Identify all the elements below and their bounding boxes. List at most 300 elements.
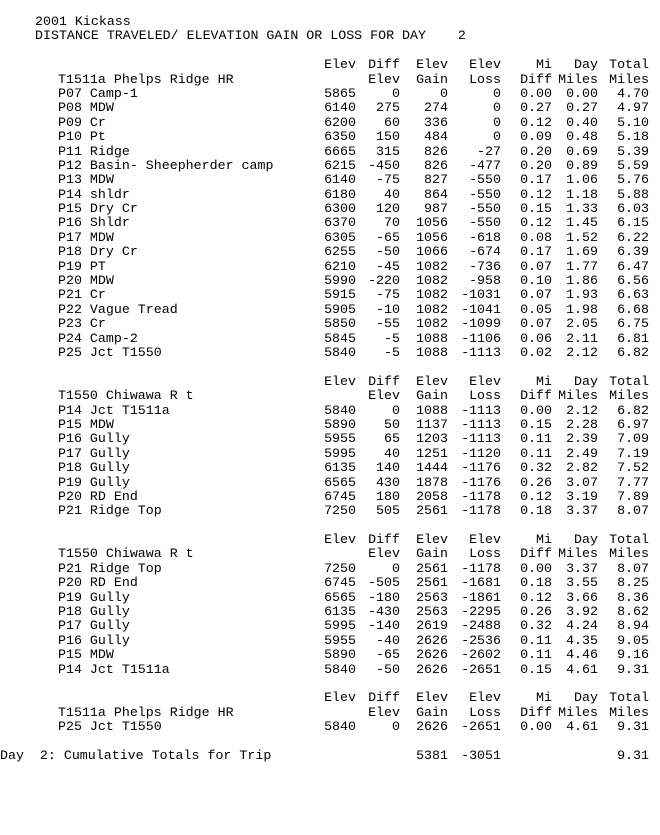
elev-gain-cell: 827 [424,172,448,188]
total-miles-cell: 6.56 [617,273,649,289]
mi-diff-cell: 0.08 [520,229,552,245]
total-miles-cell: 6.81 [617,330,649,346]
elev-gain-cell: 2626 [416,647,448,663]
column-header: Mi [536,690,552,706]
column-header: Loss [469,71,501,87]
column-header-row [35,691,655,705]
trail-name: T1550 Chiwawa R t [58,388,194,404]
trip-report [0,14,655,763]
column-header: Mi [536,57,552,73]
elev-gain-cell: 1056 [416,215,448,231]
report-title: 2001 Kickass [35,14,131,29]
column-header: Gain [416,388,448,404]
column-header: Diff [368,532,400,548]
elev-loss-cell: -1178 [461,560,501,576]
waypoint-name: P25 Jct T1550 [58,344,162,360]
report-subtitle: DISTANCE TRAVELED/ ELEVATION GAIN OR LOSS FOR DAY 2 [35,28,466,44]
elev-gain-cell: 336 [424,114,448,130]
column-header: Total [609,373,649,389]
column-header: Diff [520,388,552,404]
waypoint-name: P21 Ridge Top [58,503,162,519]
elev-loss-cell: -2295 [461,604,501,620]
day-miles-cell: 3.37 [566,503,598,519]
mi-diff-cell: 0.07 [520,287,552,303]
total-miles-cell: 7.19 [617,445,649,461]
table-row [35,145,655,159]
elev-cell: 5955 [324,632,356,648]
column-header: Elev [324,57,356,73]
column-header: Elev [324,690,356,706]
table-row [35,159,655,173]
diff-elev-cell: 65 [384,431,400,447]
day-miles-cell: 3.07 [566,474,598,490]
column-header: Gain [416,704,448,720]
column-header: Miles [558,704,598,720]
elev-gain-cell: 484 [424,129,448,145]
column-header-row [35,58,655,72]
day-miles-cell: 1.69 [566,244,598,260]
elev-cell: 5850 [324,316,356,332]
elev-gain-cell: 1082 [416,301,448,317]
column-header: Elev [416,690,448,706]
elev-cell: 5990 [324,273,356,289]
diff-elev-cell: -5 [384,330,400,346]
column-header: Loss [469,704,501,720]
total-miles-cell: 4.70 [617,85,649,101]
elev-loss-cell: -550 [469,215,501,231]
elev-gain-cell: 1878 [416,474,448,490]
elev-cell: 6215 [324,157,356,173]
total-miles-cell: 6.68 [617,301,649,317]
day-miles-cell: 2.11 [566,330,598,346]
table-row [35,447,655,461]
waypoint-name: P18 Dry Cr [58,244,138,260]
mi-diff-cell: 0.18 [520,575,552,591]
elev-gain-cell: 1056 [416,229,448,245]
elev-cell: 6745 [324,488,356,504]
mi-diff-cell: 0.12 [520,215,552,231]
diff-elev-cell: -40 [376,632,400,648]
waypoint-name: P12 Basin- Sheepherder camp [58,157,274,173]
day-miles-cell: 4.24 [566,618,598,634]
elev-loss-cell: -1041 [461,301,501,317]
waypoint-name: P20 RD End [58,575,138,591]
diff-elev-cell: -430 [368,604,400,620]
diff-elev-cell: -50 [376,661,400,677]
elev-cell: 5905 [324,301,356,317]
elev-cell: 7250 [324,560,356,576]
day-miles-cell: 4.61 [566,661,598,677]
elev-loss-cell: 0 [493,129,501,145]
column-header: Elev [368,388,400,404]
table-row [35,634,655,648]
table-row [35,404,655,418]
total-miles-cell: 6.47 [617,258,649,274]
waypoint-name: P14 Jct T1511a [58,402,170,418]
diff-elev-cell: 40 [384,186,400,202]
column-header: Miles [609,71,649,87]
column-header-row [35,389,655,403]
total-miles-cell: 6.75 [617,316,649,332]
waypoint-name: P07 Camp-1 [58,85,138,101]
column-header: Diff [368,373,400,389]
table-row [35,591,655,605]
elev-cell: 6370 [324,215,356,231]
elev-loss-cell: -1176 [461,460,501,476]
diff-elev-cell: -140 [368,618,400,634]
diff-elev-cell: 0 [392,560,400,576]
elev-gain-cell: 2561 [416,503,448,519]
day-miles-cell: 1.98 [566,301,598,317]
total-miles-cell: 7.09 [617,431,649,447]
day-miles-cell: 0.69 [566,143,598,159]
column-header-row [35,73,655,87]
total-miles-cell: 9.31 [617,719,649,735]
mi-diff-cell: 0.07 [520,316,552,332]
day-miles-cell: 0.48 [566,129,598,145]
column-header: Elev [368,704,400,720]
waypoint-name: P16 Shldr [58,215,130,231]
table-row [35,619,655,633]
diff-elev-cell: 70 [384,215,400,231]
day-miles-cell: 0.00 [566,85,598,101]
waypoint-name: P17 Gully [58,445,130,461]
total-miles-cell: 5.59 [617,157,649,173]
mi-diff-cell: 0.17 [520,172,552,188]
day-miles-cell: 4.46 [566,647,598,663]
mi-diff-cell: 0.15 [520,201,552,217]
mi-diff-cell: 0.06 [520,330,552,346]
elev-loss-cell: -477 [469,157,501,173]
elev-cell: 5845 [324,330,356,346]
column-header: Elev [416,57,448,73]
elev-loss-cell: -1113 [461,431,501,447]
elev-cell: 6350 [324,129,356,145]
elev-loss-cell: -1681 [461,575,501,591]
column-header: Elev [416,373,448,389]
diff-elev-cell: 150 [376,129,400,145]
column-header-row [35,375,655,389]
elev-loss-cell: -2602 [461,647,501,663]
elev-cell: 6305 [324,229,356,245]
elev-loss-cell: -550 [469,186,501,202]
waypoint-name: P19 Gully [58,589,130,605]
mi-diff-cell: 0.11 [520,647,552,663]
mi-diff-cell: 0.07 [520,258,552,274]
elev-cell: 6140 [324,100,356,116]
diff-elev-cell: 0 [392,719,400,735]
diff-elev-cell: -50 [376,244,400,260]
diff-elev-cell: 50 [384,416,400,432]
column-header: Miles [609,388,649,404]
elev-loss-cell: -2536 [461,632,501,648]
total-miles-cell: 5.10 [617,114,649,130]
elev-loss-cell: -618 [469,229,501,245]
total-miles-cell: 4.97 [617,100,649,116]
total-miles-cell: 8.07 [617,560,649,576]
diff-elev-cell: -5 [384,344,400,360]
waypoint-name: P20 RD End [58,488,138,504]
diff-elev-cell: 120 [376,201,400,217]
diff-elev-cell: -55 [376,316,400,332]
elev-gain-cell: 826 [424,143,448,159]
elev-gain-cell: 2058 [416,488,448,504]
column-header: Diff [368,57,400,73]
elev-gain-cell: 1203 [416,431,448,447]
column-header: Mi [536,373,552,389]
total-miles-cell: 5.39 [617,143,649,159]
total-miles-cell: 8.07 [617,503,649,519]
day-miles-cell: 3.55 [566,575,598,591]
total-miles-cell: 6.22 [617,229,649,245]
trail-name: T1511a Phelps Ridge HR [58,704,234,720]
elev-gain-cell: 2619 [416,618,448,634]
waypoint-name: P22 Vague Tread [58,301,178,317]
column-header: Elev [469,690,501,706]
total-miles-cell: 9.16 [617,647,649,663]
elev-gain-cell: 1066 [416,244,448,260]
elev-cell: 5865 [324,85,356,101]
table-row [35,476,655,490]
mi-diff-cell: 0.09 [520,129,552,145]
day-miles-cell: 2.12 [566,402,598,418]
day-miles-cell: 1.52 [566,229,598,245]
column-header-row [35,547,655,561]
waypoint-name: P15 Dry Cr [58,201,138,217]
diff-elev-cell: 0 [392,402,400,418]
day-miles-cell: 1.86 [566,273,598,289]
total-miles-cell: 5.88 [617,186,649,202]
elev-gain-cell: 274 [424,100,448,116]
mi-diff-cell: 0.10 [520,273,552,289]
elev-loss-cell: -550 [469,201,501,217]
table-row [35,576,655,590]
elev-cell: 6665 [324,143,356,159]
mi-diff-cell: 0.11 [520,632,552,648]
mi-diff-cell: 0.02 [520,344,552,360]
waypoint-name: P19 PT [58,258,106,274]
mi-diff-cell: 0.05 [520,301,552,317]
elev-loss-cell: -1099 [461,316,501,332]
day-miles-cell: 2.49 [566,445,598,461]
trail-name: T1550 Chiwawa R t [58,546,194,562]
total-miles-cell: 5.18 [617,129,649,145]
table-row [35,260,655,274]
elev-gain-cell: 987 [424,201,448,217]
column-header: Diff [520,71,552,87]
diff-elev-cell: -220 [368,273,400,289]
column-header: Miles [609,546,649,562]
table-row [35,130,655,144]
column-header: Miles [558,388,598,404]
column-header-row [35,533,655,547]
elev-loss-cell: -1106 [461,330,501,346]
day-miles-cell: 1.06 [566,172,598,188]
totals-loss: -3051 [461,747,501,763]
day-miles-cell: 1.93 [566,287,598,303]
waypoint-name: P25 Jct T1550 [58,719,162,735]
diff-elev-cell: -65 [376,229,400,245]
elev-loss-cell: -2488 [461,618,501,634]
waypoint-name: P17 Gully [58,618,130,634]
diff-elev-cell: 505 [376,503,400,519]
total-miles-cell: 7.52 [617,460,649,476]
column-header: Total [609,57,649,73]
elev-gain-cell: 2626 [416,661,448,677]
mi-diff-cell: 0.00 [520,402,552,418]
elev-loss-cell: -1113 [461,344,501,360]
total-miles-cell: 6.82 [617,402,649,418]
elev-cell: 5995 [324,618,356,634]
totals-label: Day 2: Cumulative Totals for Trip [0,747,272,763]
day-miles-cell: 2.05 [566,316,598,332]
totals-miles: 9.31 [617,747,649,763]
elev-gain-cell: 1088 [416,330,448,346]
table-row [35,173,655,187]
column-header: Elev [324,532,356,548]
mi-diff-cell: 0.32 [520,618,552,634]
total-miles-cell: 8.25 [617,575,649,591]
mi-diff-cell: 0.11 [520,445,552,461]
elev-loss-cell: -958 [469,273,501,289]
elev-cell: 5840 [324,719,356,735]
mi-diff-cell: 0.27 [520,100,552,116]
total-miles-cell: 9.05 [617,632,649,648]
elev-loss-cell: -1031 [461,287,501,303]
diff-elev-cell: 60 [384,114,400,130]
column-header: Elev [416,532,448,548]
table-row [35,303,655,317]
table-row [35,648,655,662]
waypoint-name: P14 Jct T1511a [58,661,170,677]
day-miles-cell: 1.33 [566,201,598,217]
day-miles-cell: 2.28 [566,416,598,432]
mi-diff-cell: 0.12 [520,114,552,130]
waypoint-name: P21 Cr [58,287,106,303]
diff-elev-cell: -45 [376,258,400,274]
elev-cell: 5995 [324,445,356,461]
column-header: Elev [469,373,501,389]
elev-cell: 6200 [324,114,356,130]
elev-loss-cell: -1861 [461,589,501,605]
waypoint-name: P15 MDW [58,647,114,663]
elev-gain-cell: 1082 [416,258,448,274]
elev-gain-cell: 2626 [416,632,448,648]
elev-loss-cell: -1113 [461,416,501,432]
table-row [35,274,655,288]
day-miles-cell: 3.66 [566,589,598,605]
mi-diff-cell: 0.00 [520,560,552,576]
waypoint-name: P16 Gully [58,431,130,447]
elev-gain-cell: 1137 [416,416,448,432]
table-row [35,418,655,432]
day-miles-cell: 0.27 [566,100,598,116]
mi-diff-cell: 0.00 [520,719,552,735]
elev-gain-cell: 1088 [416,402,448,418]
day-miles-cell: 2.39 [566,431,598,447]
mi-diff-cell: 0.15 [520,661,552,677]
waypoint-name: P20 MDW [58,273,114,289]
mi-diff-cell: 0.20 [520,143,552,159]
waypoint-name: P10 Pt [58,129,106,145]
column-header: Loss [469,546,501,562]
table-row [35,188,655,202]
total-miles-cell: 7.89 [617,488,649,504]
mi-diff-cell: 0.26 [520,604,552,620]
elev-gain-cell: 2561 [416,575,448,591]
waypoint-name: P21 Ridge Top [58,560,162,576]
elev-gain-cell: 1082 [416,316,448,332]
day-miles-cell: 3.92 [566,604,598,620]
diff-elev-cell: 275 [376,100,400,116]
elev-gain-cell: 0 [440,85,448,101]
day-miles-cell: 4.61 [566,719,598,735]
elev-cell: 5840 [324,661,356,677]
waypoint-name: P18 Gully [58,604,130,620]
waypoint-name: P19 Gully [58,474,130,490]
diff-elev-cell: -65 [376,647,400,663]
waypoint-name: P08 MDW [58,100,114,116]
table-row [35,504,655,518]
elev-gain-cell: 2561 [416,560,448,576]
table-row [35,245,655,259]
column-header: Mi [536,532,552,548]
elev-gain-cell: 1082 [416,273,448,289]
elev-gain-cell: 1082 [416,287,448,303]
column-header: Miles [558,546,598,562]
table-row [35,490,655,504]
column-header: Day [574,532,598,548]
day-miles-cell: 2.12 [566,344,598,360]
total-miles-cell: 9.31 [617,661,649,677]
day-miles-cell: 1.18 [566,186,598,202]
elev-loss-cell: -1176 [461,474,501,490]
elev-loss-cell: -2651 [461,719,501,735]
waypoint-name: P16 Gully [58,632,130,648]
elev-gain-cell: 1251 [416,445,448,461]
day-miles-cell: 3.37 [566,560,598,576]
elev-loss-cell: -550 [469,172,501,188]
waypoint-name: P13 MDW [58,172,114,188]
table-row [35,101,655,115]
table-row [35,116,655,130]
table-row [35,663,655,677]
waypoint-name: P15 MDW [58,416,114,432]
total-miles-cell: 6.63 [617,287,649,303]
elev-loss-cell: 0 [493,114,501,130]
elev-cell: 5890 [324,416,356,432]
total-miles-cell: 8.62 [617,604,649,620]
waypoint-name: P23 Cr [58,316,106,332]
diff-elev-cell: -505 [368,575,400,591]
elev-cell: 6255 [324,244,356,260]
elev-cell: 6210 [324,258,356,274]
elev-gain-cell: 1088 [416,344,448,360]
elev-cell: 7250 [324,503,356,519]
table-row [35,216,655,230]
column-header: Day [574,373,598,389]
table-row [35,87,655,101]
column-header: Elev [368,546,400,562]
table-row [35,562,655,576]
table-row [35,231,655,245]
waypoint-name: P17 MDW [58,229,114,245]
column-header: Diff [520,704,552,720]
elev-loss-cell: -2651 [461,661,501,677]
day-miles-cell: 0.40 [566,114,598,130]
column-header: Day [574,690,598,706]
totals-gain: 5381 [416,747,448,763]
